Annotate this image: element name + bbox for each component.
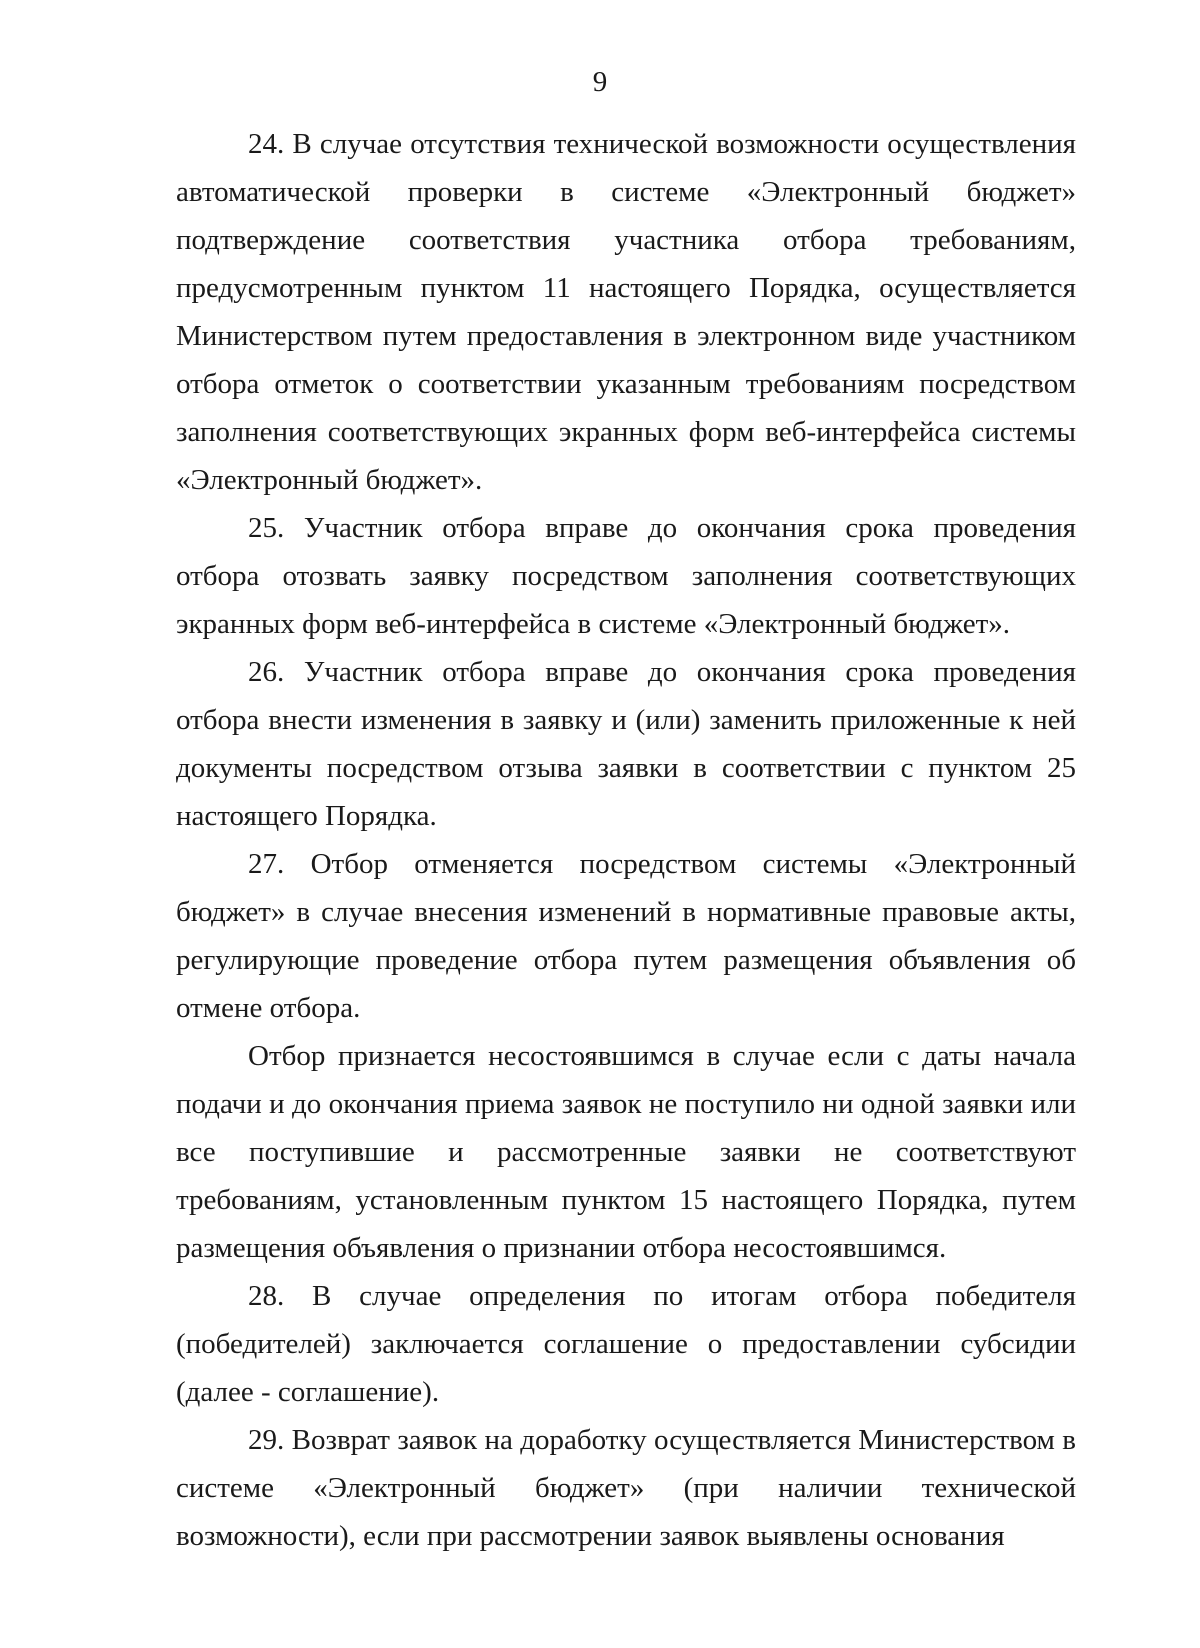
paragraph-27-continued: Отбор признается несостоявшимся в случае если с даты начала подачи и до окончания приема заявок не поступило ни одной заявки или все поступившие и рассмотренные заявки не соответствуют требованиям, установленным пунктом 15 настоящего Порядка, путем размещения объявления о признании отбора несостоявшимся. xyxy=(176,1040,1076,1264)
paragraph-25: 25. Участник отбора вправе до окончания срока проведения отбора отозвать заявку посредством заполнения соответствующих экранных форм веб-интерфейса в системе «Электронный бюджет». xyxy=(176,512,1076,640)
document-body xyxy=(176,120,1076,1560)
paragraph-28: 28. В случае определения по итогам отбора победителя (победителей) заключается соглашение о предоставлении субсидии (далее - соглашение). xyxy=(176,1280,1076,1408)
paragraph-29: 29. Возврат заявок на доработку осуществляется Министерством в системе «Электронный бюджет» (при наличии технической возможности), если при рассмотрении заявок выявлены основания xyxy=(176,1424,1076,1552)
paragraph-26: 26. Участник отбора вправе до окончания срока проведения отбора внести изменения в заявку и (или) заменить приложенные к ней документы посредством отзыва заявки в соответствии с пунктом 25 настоящего Порядка. xyxy=(176,656,1076,832)
paragraph-27: 27. Отбор отменяется посредством системы «Электронный бюджет» в случае внесения изменений в нормативные правовые акты, регулирующие проведение отбора путем размещения объявления об отмене отбора. xyxy=(176,848,1076,1024)
page-number: 9 xyxy=(592,66,608,98)
paragraph-24: 24. В случае отсутствия технической возможности осуществления автоматической проверки в системе «Электронный бюджет» подтверждение соответствия участника отбора требованиям, предусмотренным пунктом 11 настоящего Порядка, осуществляется Министерством путем предоставления в электронном виде участником отбора отметок о соответствии указанным требованиям посредством заполнения соответствующих экранных форм веб-интерфейса системы «Электронный бюджет». xyxy=(176,128,1076,496)
